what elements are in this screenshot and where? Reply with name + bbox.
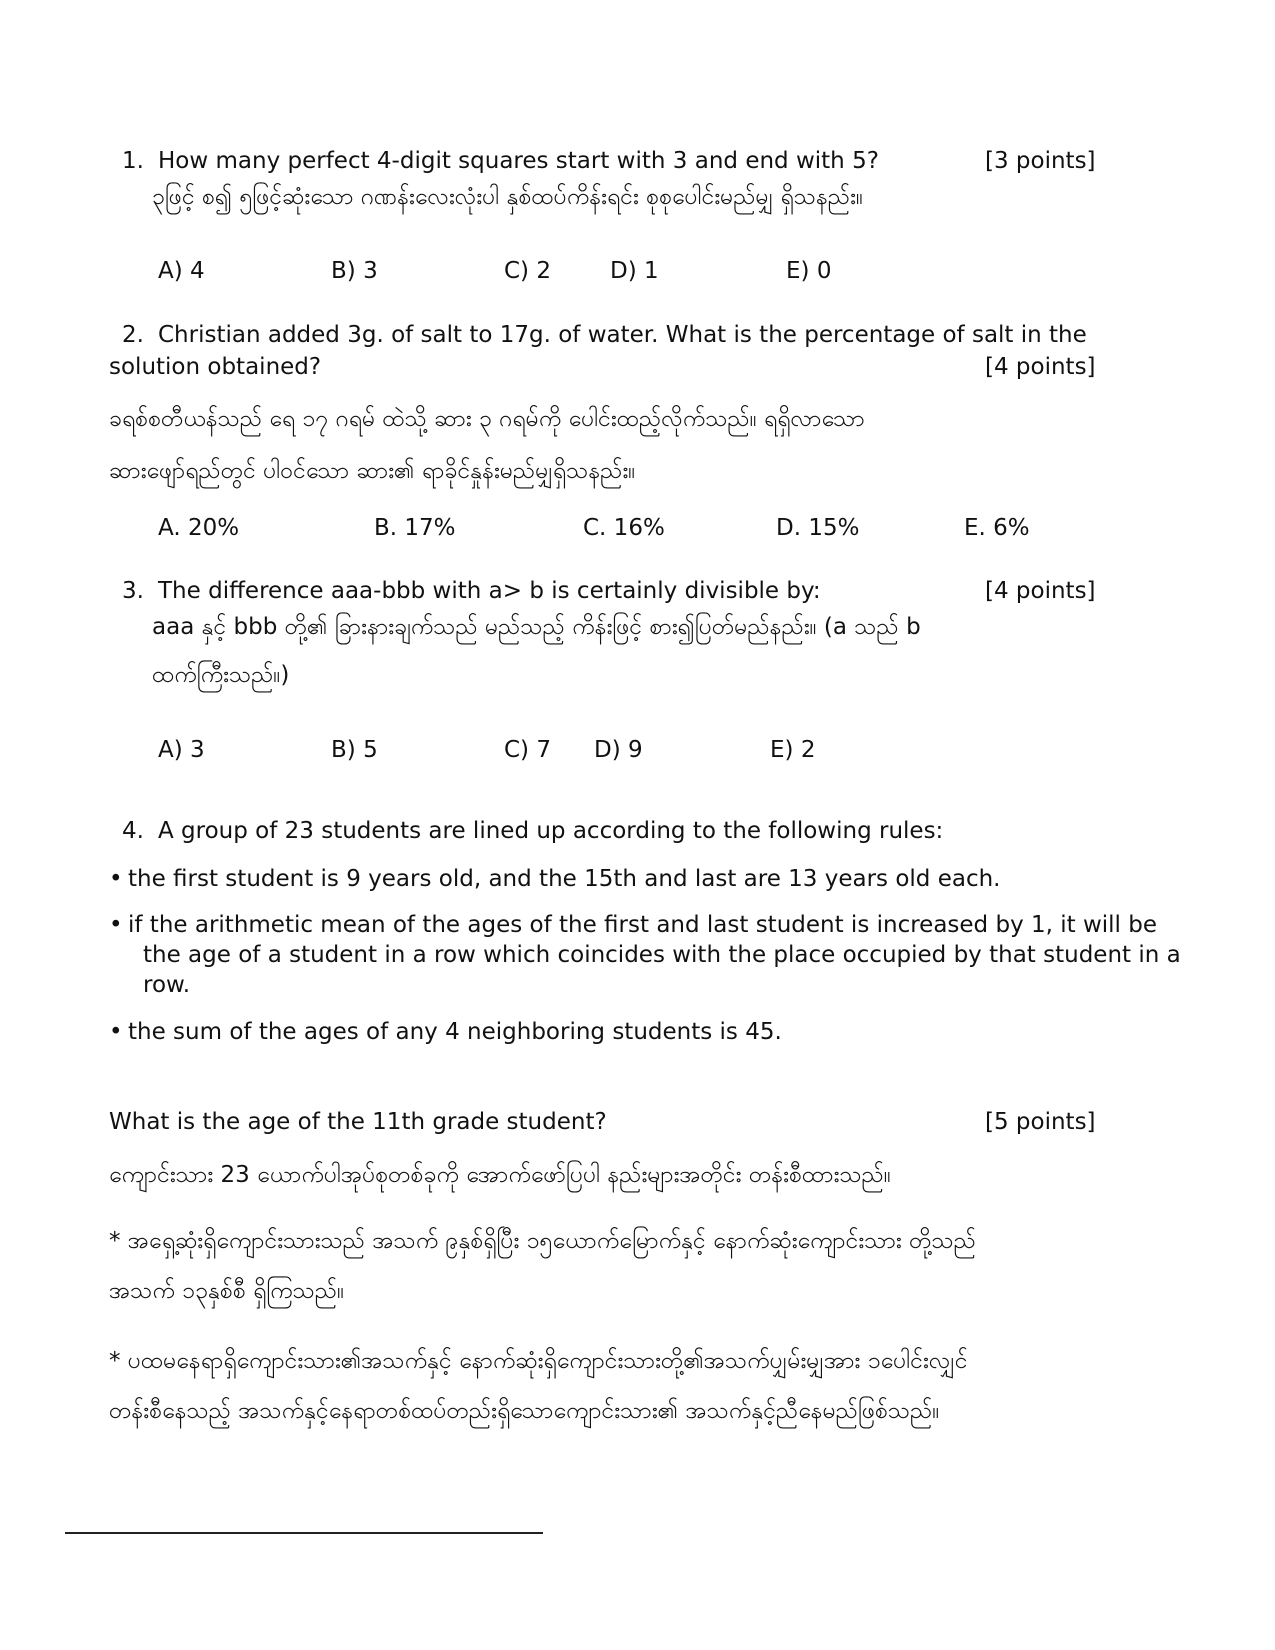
q1-text: How many perfect 4-digit squares start with 3 and end with 5? [158,148,879,174]
q4-myanmar-rule1-line2: အသက် ၁၃နှစ်စီ ရှိကြသည်။ [109,1278,345,1304]
q4-question: What is the age of the 11th grade student? [109,1109,607,1135]
q3-option-b: B) 5 [331,737,378,763]
q2-option-c: C. 16% [583,515,665,541]
q3-myanmar-line1: aaa နှင့် bbb တို့၏ ခြားနားချက်သည် မည်သည့် ကိန်းဖြင့် စား၍ပြတ်မည်နည်း။ (a သည် b [152,614,921,640]
q2-myanmar-line1: ခရစ်စတီယန်သည် ရေ ၁၇ ဂရမ် ထဲသို့ ဆား ၃ ဂရမ်ကို ပေါင်းထည့်လိုက်သည်။ ရရှိလာသော [109,406,865,432]
q3-option-e: E) 2 [770,737,816,763]
q2-option-d: D. 15% [776,515,860,541]
q1-points: [3 points] [985,148,1096,174]
q1-option-b: B) 3 [331,258,378,284]
q2-text-line1: Christian added 3g. of salt to 17g. of water. What is the percentage of salt in the [158,322,1087,348]
q4-myanmar-rule2-line1: * ပထမနေရာရှိကျောင်းသား၏အသက်နှင့် နောက်ဆုံးရှိကျောင်းသားတို့၏အသက်ပျှမ်းမျှအား ၁ပေါင်းလျှင် [109,1348,968,1374]
q3-option-c: C) 7 [504,737,551,763]
q3-points: [4 points] [985,578,1096,604]
q4-myanmar-rule2-line2: တန်းစီနေသည့် အသက်နှင့်နေရာတစ်ထပ်တည်းရှိသောကျောင်းသား၏ အသက်နှင့်ညီနေမည်ဖြစ်သည်။ [109,1398,940,1424]
bullet-glyph: • [109,912,123,938]
q3-text: The difference aaa-bbb with a> b is certainly divisible by: [158,578,821,604]
q1-option-d: D) 1 [610,258,659,284]
q4-text: A group of 23 students are lined up according to the following rules: [158,818,944,844]
q4-bullet-2-line1: if the arithmetic mean of the ages of the first and last student is increased by 1, it will be [128,912,1158,938]
q4-points: [5 points] [985,1109,1096,1135]
q1-option-e: E) 0 [786,258,832,284]
q4-myanmar-rule1-line1: * အရှေ့ဆုံးရှိကျောင်းသားသည် အသက် ၉နှစ်ရှိပြီး ၁၅ယောက်မြောက်နှင့် နောက်ဆုံးကျောင်းသား တို့သည် [109,1228,976,1254]
q3-option-a: A) 3 [158,737,205,763]
q4-bullet-3: the sum of the ages of any 4 neighboring students is 45. [128,1019,782,1045]
q1-number: 1. [122,148,144,174]
q4-number: 4. [122,818,144,844]
bullet-glyph: • [109,1019,123,1045]
q3-option-d: D) 9 [594,737,643,763]
q4-bullet-2-line3: row. [143,972,191,998]
q2-option-b: B. 17% [374,515,456,541]
q4-myanmar-intro: ကျောင်းသား 23 ယောက်ပါအုပ်စုတစ်ခုကို အောက်ဖော်ပြပါ နည်းများအတိုင်း တန်းစီထားသည်။ [109,1162,891,1188]
q3-myanmar-line2: ထက်ကြီးသည်။) [152,662,290,688]
q1-option-a: A) 4 [158,258,205,284]
q1-option-c: C) 2 [504,258,551,284]
q2-myanmar-line2: ဆားဖျော်ရည်တွင် ပါဝင်သော ဆား၏ ရာခိုင်နှုန်းမည်မျှရှိသနည်း။ [109,458,636,484]
footnote-divider [65,1532,543,1534]
q2-option-e: E. 6% [964,515,1030,541]
q2-number: 2. [122,322,144,348]
q1-myanmar-text: ၃ဖြင့် စ၍ ၅ဖြင့်ဆုံးသော ဂဏန်းလေးလုံးပါ နှစ်ထပ်ကိန်းရင်း စုစုပေါင်းမည်မျှ ရှိသနည်း။ [152,184,863,210]
bullet-glyph: • [109,866,123,892]
q4-bullet-1: the first student is 9 years old, and the 15th and last are 13 years old each. [128,866,1001,892]
q2-text-line2: solution obtained? [109,354,322,380]
q3-number: 3. [122,578,144,604]
q4-bullet-2-line2: the age of a student in a row which coincides with the place occupied by that student in a [143,942,1181,968]
q2-option-a: A. 20% [158,515,240,541]
q2-points: [4 points] [985,354,1096,380]
